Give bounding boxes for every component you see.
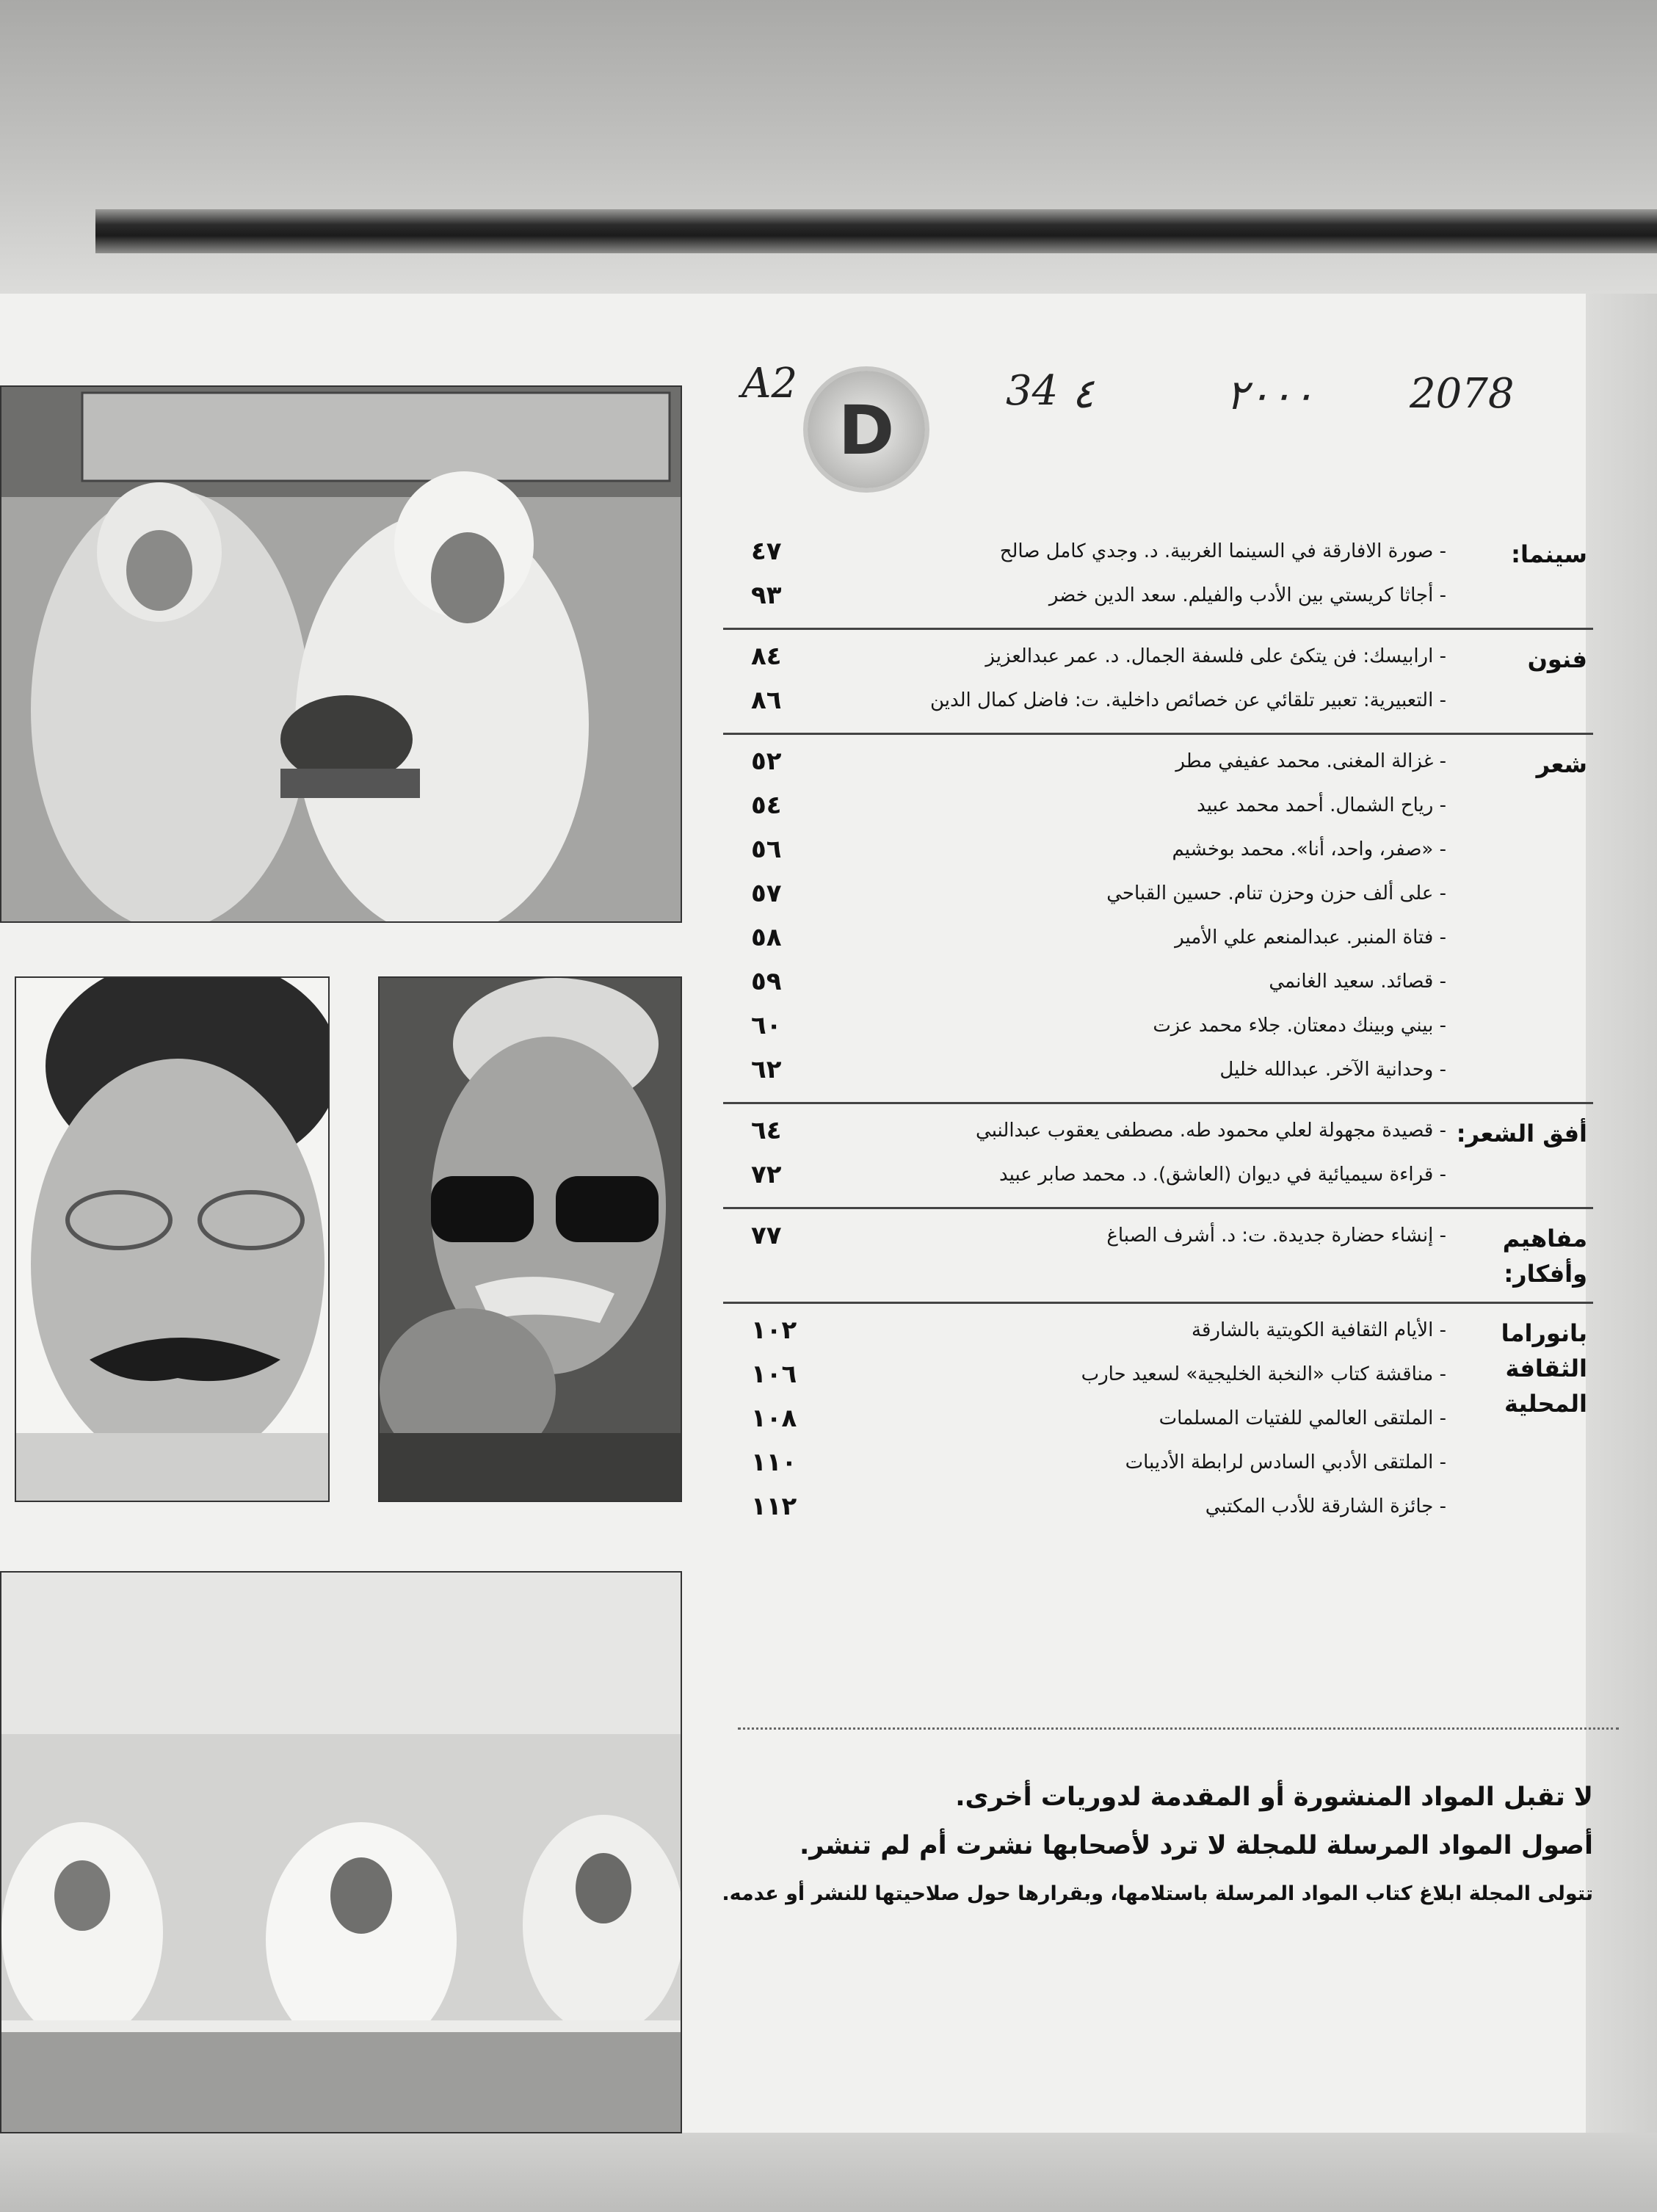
toc-section <box>723 1104 1593 1209</box>
editorial-notes <box>722 1773 1593 1918</box>
section-items <box>811 739 1446 1092</box>
toc-page-number: ١٠٢ <box>751 1316 797 1345</box>
annotation-mark: ٤ <box>1072 370 1095 418</box>
toc-entry[interactable]: - جائزة الشارقة للأدب المكتبي <box>811 1484 1446 1529</box>
toc-entry[interactable]: - قصيدة مجهولة لعلي محمود طه. مصطفى يعقوب عبدالنبي <box>811 1109 1446 1153</box>
note-line: أصول المواد المرسلة للمجلة لا ترد لأصحابها نشرت أم لم تنشر. <box>799 1831 1593 1860</box>
toc-entry[interactable]: - رياح الشمال. أحمد محمد عبيد <box>811 783 1446 827</box>
toc-entry[interactable]: - غزالة المغنى. محمد عفيفي مطر <box>811 739 1446 783</box>
toc-page-number: ٨٦ <box>751 686 782 715</box>
toc-page-number: ٦٢ <box>751 1055 782 1084</box>
section-page-numbers <box>723 634 811 722</box>
toc-entry[interactable]: - قراءة سيميائية في ديوان (العاشق). د. محمد صابر عبيد <box>811 1153 1446 1197</box>
photo-portrait-elder <box>378 976 682 1502</box>
toc-entry[interactable]: - فتاة المنبر. عبدالمنعم علي الأمير <box>811 915 1446 960</box>
toc-entry[interactable]: - الملتقى الأدبي السادس لرابطة الأديبات <box>811 1440 1446 1484</box>
toc-page-number: ١١٢ <box>751 1492 797 1521</box>
toc-entry[interactable]: - على ألف حزن وحزن تنام. حسين القباحي <box>811 871 1446 915</box>
section-items <box>811 1308 1446 1529</box>
header-stripe <box>95 209 1657 253</box>
photo-award-ceremony <box>0 385 682 923</box>
toc-section <box>723 1304 1593 1539</box>
toc-entry[interactable]: - «صفر، واحد، أنا». محمد بوخشيم <box>811 827 1446 871</box>
section-title: شعر <box>1536 750 1587 778</box>
dotted-divider <box>738 1727 1619 1730</box>
toc-entry[interactable]: - مناقشة كتاب «النخبة الخليجية» لسعيد حارب <box>811 1352 1446 1396</box>
toc-entry[interactable]: - الأيام الثقافية الكويتية بالشارقة <box>811 1308 1446 1352</box>
stamp-letter: D <box>838 391 895 470</box>
toc-page-number: ٧٧ <box>751 1221 782 1250</box>
annotation-year: ٢٠٠٠ <box>1226 371 1315 419</box>
section-page-numbers <box>723 1109 811 1197</box>
toc-entry[interactable]: - ارابيسك: فن يتكئ على فلسفة الجمال. د. عمر عبدالعزيز <box>811 634 1446 678</box>
toc-entry[interactable]: - الملتقى العالمي للفتيات المسلمات <box>811 1396 1446 1440</box>
toc-page-number: ٥٧ <box>751 879 782 908</box>
facing-page-edge <box>1586 294 1657 2212</box>
toc-entry[interactable]: - بيني وبينك دمعتان. جلاء محمد عزت <box>811 1004 1446 1048</box>
toc-page-number: ٥٦ <box>751 835 782 864</box>
section-title: فنون <box>1527 645 1587 673</box>
toc-page-number: ٥٩ <box>751 967 782 996</box>
toc-page-number: ٦٤ <box>751 1116 782 1145</box>
toc-page-number: ٦٠ <box>751 1011 782 1040</box>
bottom-band <box>0 2133 1657 2212</box>
photo-panel-table <box>0 1571 682 2133</box>
toc-page-number: ٩٣ <box>751 581 782 610</box>
toc-section <box>723 735 1593 1104</box>
section-page-numbers <box>723 1308 811 1529</box>
section-items <box>811 529 1446 617</box>
toc-entry[interactable]: - إنشاء حضارة جديدة. ت: د. أشرف الصباغ <box>811 1214 1446 1258</box>
annotation-issue: 34 <box>1006 367 1059 415</box>
annotation-number: 2078 <box>1410 370 1515 418</box>
toc-page-number: ١٠٨ <box>751 1404 797 1433</box>
toc-page-number: ٨٤ <box>751 642 782 671</box>
section-title: بانوراما الثقافة المحلية <box>1501 1319 1587 1418</box>
library-stamp <box>808 371 925 488</box>
toc-page-number: ٤٧ <box>751 537 782 566</box>
section-items <box>811 634 1446 722</box>
toc-page-number: ٥٨ <box>751 923 782 952</box>
section-page-numbers <box>723 739 811 1092</box>
section-title: مفاهيم وأفكار: <box>1502 1225 1587 1288</box>
section-title: سينما: <box>1511 540 1587 568</box>
note-line: لا تقبل المواد المنشورة أو المقدمة لدوريات أخرى. <box>955 1783 1593 1812</box>
toc-entry[interactable]: - وحدانية الآخر. عبدالله خليل <box>811 1048 1446 1092</box>
photo-portrait-glasses <box>15 976 330 1502</box>
toc-page-number: ٧٢ <box>751 1160 782 1189</box>
section-items <box>811 1214 1446 1291</box>
toc-page-number: ١١٠ <box>751 1448 797 1477</box>
annotation-code: A2 <box>742 360 798 407</box>
section-page-numbers <box>723 1214 811 1291</box>
toc-section <box>723 630 1593 735</box>
toc-entry[interactable]: - التعبيرية: تعبير تلقائي عن خصائص داخلية. ت: فاضل كمال الدين <box>811 678 1446 722</box>
section-title: أفق الشعر: <box>1456 1120 1587 1147</box>
toc-page-number: ٥٤ <box>751 791 782 820</box>
toc-entry[interactable]: - أجاثا كريستي بين الأدب والفيلم. سعد الدين خضر <box>811 573 1446 617</box>
section-items <box>811 1109 1446 1197</box>
toc-section <box>723 1209 1593 1304</box>
table-of-contents <box>723 525 1593 1539</box>
toc-entry[interactable]: - صورة الافارقة في السينما الغربية. د. وجدي كامل صالح <box>811 529 1446 573</box>
section-page-numbers <box>723 529 811 617</box>
toc-page-number: ٥٢ <box>751 747 782 776</box>
note-line: تتولى المجلة ابلاغ كتاب المواد المرسلة باستلامها، وبقرارها حول صلاحيتها للنشر أو عدمه. <box>722 1882 1593 1905</box>
toc-entry[interactable]: - قصائد. سعيد الغانمي <box>811 960 1446 1004</box>
toc-section <box>723 525 1593 630</box>
toc-page-number: ١٠٦ <box>751 1360 797 1389</box>
